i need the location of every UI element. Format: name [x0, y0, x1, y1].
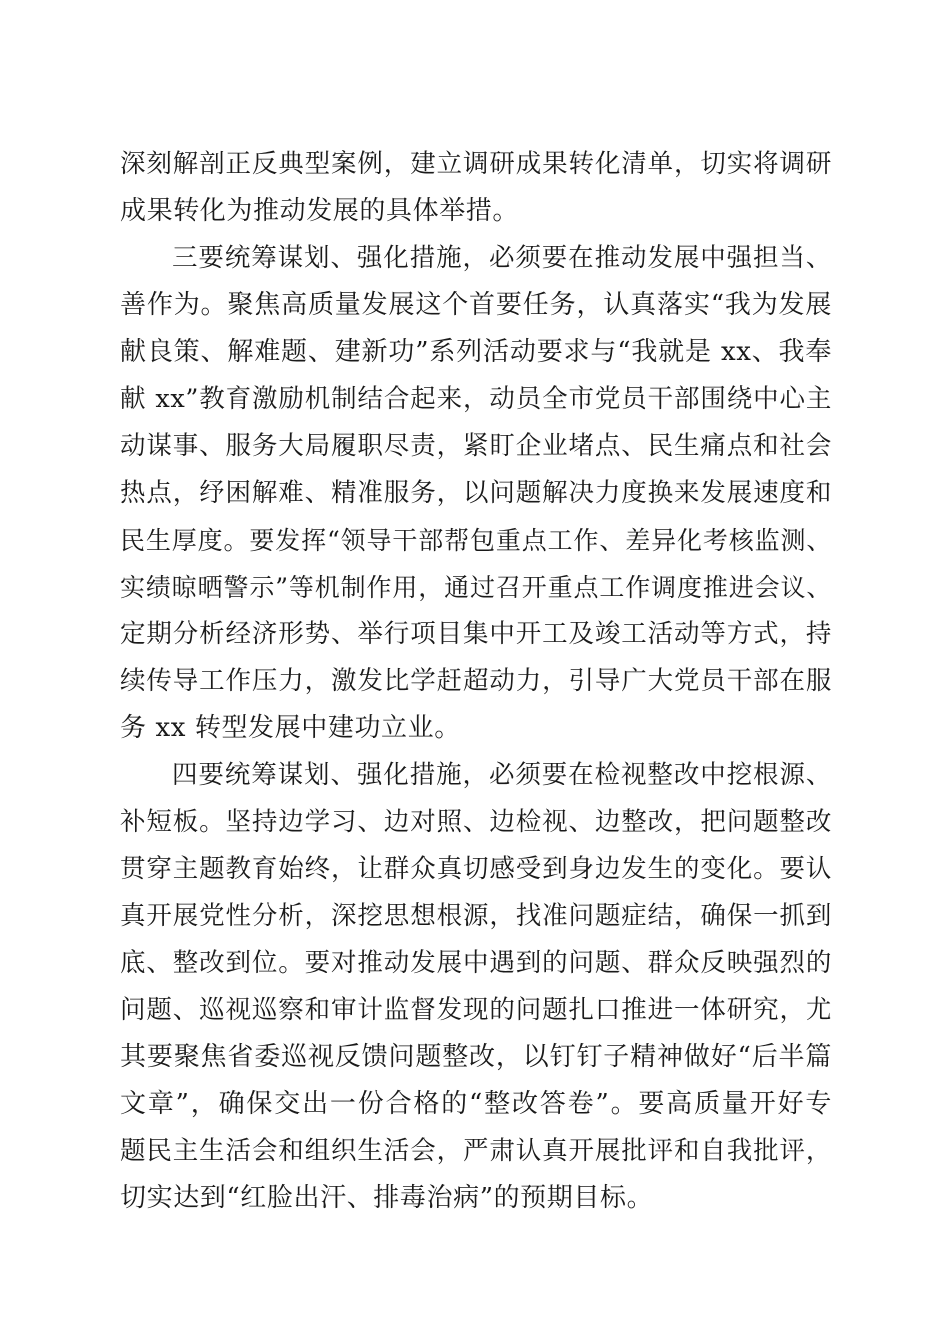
text-line: 成果转化为推动发展的具体举措。 [120, 196, 520, 226]
text-line: 献 xx”教育激励机制结合起来，动员全市党员干部围绕中心主 [120, 384, 832, 414]
text-line: 真开展党性分析，深挖思想根源，找准问题症结，确保一抓到 [120, 901, 832, 931]
text-line: 文章”，确保交出一份合格的“整改答卷”。要高质量开好专 [120, 1089, 832, 1119]
text-line: 补短板。坚持边学习、边对照、边检视、边整改，把问题整改 [120, 807, 832, 837]
text-line: 底、整改到位。要对推动发展中遇到的问题、群众反映强烈的 [120, 948, 832, 978]
text-line: 动谋事、服务大局履职尽责，紧盯企业堵点、民生痛点和社会 [120, 431, 832, 461]
text-line: 献良策、解难题、建新功”系列活动要求与“我就是 xx、我奉 [120, 337, 832, 367]
body-text [120, 141, 832, 1222]
text-line: 深刻解剖正反典型案例，建立调研成果转化清单，切实将调研 [120, 149, 832, 179]
text-line: 善作为。聚焦高质量发展这个首要任务，认真落实“我为发展 [120, 290, 832, 320]
text-line: 其要聚焦省委巡视反馈问题整改，以钉钉子精神做好“后半篇 [120, 1042, 832, 1072]
paragraph-first-line: 四要统筹谋划、强化措施，必须要在检视整改中挖根源、 [172, 760, 832, 790]
text-line: 贯穿主题教育始终，让群众真切感受到身边发生的变化。要认 [120, 854, 832, 884]
text-line: 定期分析经济形势、举行项目集中开工及竣工活动等方式，持 [120, 619, 832, 649]
text-line: 热点，纾困解难、精准服务，以问题解决力度换来发展速度和 [120, 478, 832, 508]
text-line: 切实达到“红脸出汗、排毒治病”的预期目标。 [120, 1183, 654, 1213]
text-line: 题民主生活会和组织生活会，严肃认真开展批评和自我批评， [120, 1136, 832, 1166]
paragraph-first-line: 三要统筹谋划、强化措施，必须要在推动发展中强担当、 [172, 243, 832, 273]
text-line: 民生厚度。要发挥“领导干部帮包重点工作、差异化考核监测、 [120, 526, 832, 555]
text-line: 务 xx 转型发展中建功立业。 [120, 713, 461, 743]
text-line: 实绩晾晒警示”等机制作用，通过召开重点工作调度推进会议、 [120, 573, 832, 602]
text-line: 问题、巡视巡察和审计监督发现的问题扎口推进一体研究，尤 [120, 995, 832, 1025]
text-line: 续传导工作压力，激发比学赶超动力，引导广大党员干部在服 [120, 666, 832, 696]
